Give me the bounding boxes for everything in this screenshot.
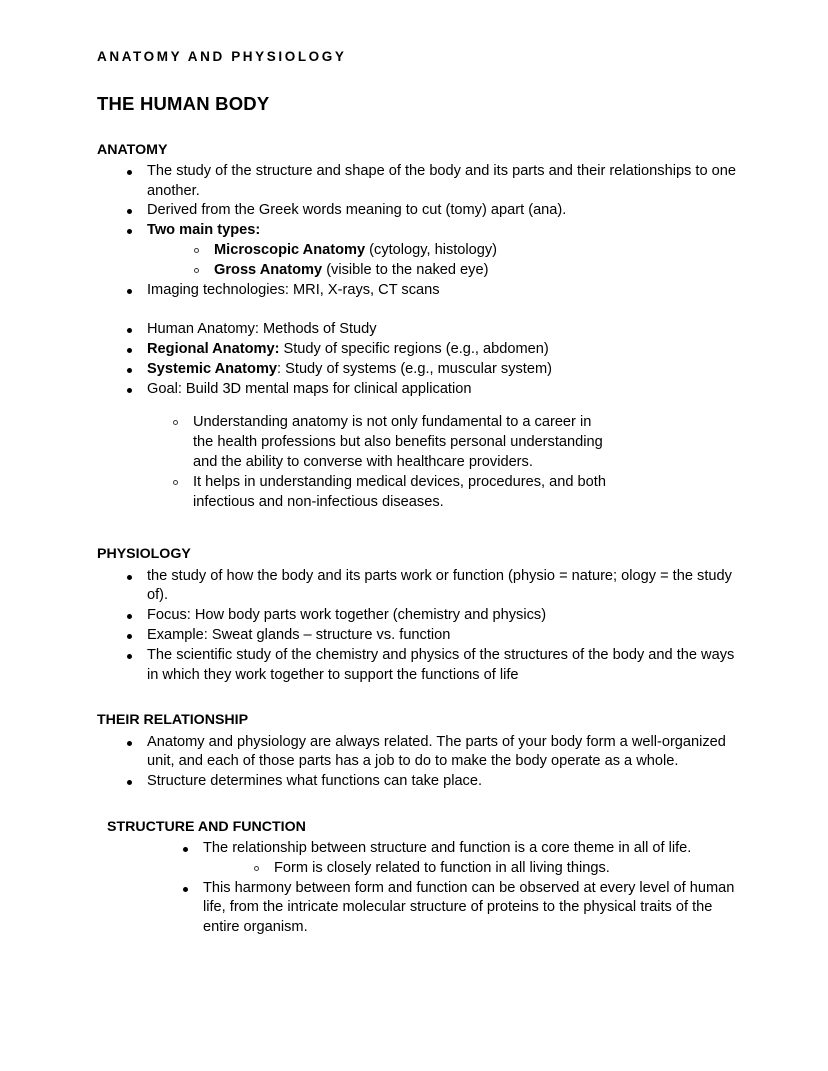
term-detail: Study of specific regions (e.g., abdomen)	[279, 341, 549, 358]
section-heading-physiology: PHYSIOLOGY	[97, 546, 191, 563]
section-heading-structure-and-function: STRUCTURE AND FUNCTION	[107, 818, 306, 835]
list-blank-line	[126, 300, 737, 320]
list-item: Form is closely related to function in all living things.	[253, 859, 743, 879]
spacer	[97, 685, 737, 711]
term-systemic-anatomy: Systemic Anatomy	[147, 360, 278, 377]
list-item: Human Anatomy: Methods of Study	[126, 320, 737, 340]
document-kicker: ANATOMY AND PHYSIOLOGY	[97, 49, 347, 64]
anatomy-types-sublist	[147, 241, 737, 281]
list-item: Example: Sweat glands – structure vs. function	[126, 626, 737, 646]
term-gross-anatomy: Gross Anatomy	[214, 261, 323, 278]
physiology-list	[97, 567, 737, 686]
term-microscopic-anatomy: Microscopic Anatomy	[214, 242, 366, 259]
list-item: Derived from the Greek words meaning to cut (tomy) apart (ana).	[126, 201, 737, 221]
anatomy-notes-sublist	[97, 413, 737, 512]
spacer	[97, 399, 737, 413]
section-heading-anatomy: ANATOMY	[97, 141, 168, 158]
structure-function-sublist	[203, 859, 743, 879]
anatomy-list	[97, 162, 737, 400]
list-item	[182, 839, 743, 879]
spacer	[97, 512, 737, 545]
term-regional-anatomy: Regional Anatomy:	[147, 341, 280, 358]
list-item: This harmony between form and function can be observed at every level of human life, from the intricate molecular structure of proteins to the physical traits of the entire organism.	[182, 879, 743, 938]
list-item: Anatomy and physiology are always related. The parts of your body form a well-organized unit, and each of those parts has a job to do to make the body operate as a whole.	[126, 733, 737, 773]
list-item	[126, 340, 737, 360]
structure-function-block	[107, 818, 737, 938]
list-item: Understanding anatomy is not only fundamental to a career in the health professions but also benefits personal understanding and the ability to converse with healthcare providers.	[172, 413, 608, 472]
list-item: Goal: Build 3D mental maps for clinical application	[126, 380, 737, 400]
list-item: It helps in understanding medical devices, procedures, and both infectious and non-infectious diseases.	[172, 473, 608, 513]
term-detail: (cytology, histology)	[365, 242, 498, 259]
list-item	[193, 261, 737, 281]
structure-function-list	[107, 839, 737, 938]
term-detail: : Study of systems (e.g., muscular system)	[277, 360, 552, 377]
list-item-text: The relationship between structure and function is a core theme in all of life.	[203, 840, 692, 857]
document-content	[97, 48, 737, 938]
list-item: Structure determines what functions can take place.	[126, 772, 737, 792]
list-item: Focus: How body parts work together (chemistry and physics)	[126, 606, 737, 626]
list-item: The scientific study of the chemistry and physics of the structures of the body and the ways in which they work together to support the functions of life	[126, 646, 737, 686]
list-item	[126, 360, 737, 380]
list-item: the study of how the body and its parts work or function (physio = nature; ology = the study of).	[126, 567, 737, 607]
list-item	[126, 221, 737, 280]
list-item: The study of the structure and shape of the body and its parts and their relationships to one another.	[126, 162, 737, 202]
list-item: Imaging technologies: MRI, X-rays, CT scans	[126, 281, 737, 301]
list-item-label: Two main types:	[147, 222, 261, 239]
spacer	[97, 792, 737, 818]
section-heading-their-relationship: THEIR RELATIONSHIP	[97, 712, 249, 729]
list-item	[193, 241, 737, 261]
page-title: THE HUMAN BODY	[97, 92, 270, 114]
relationship-list	[97, 733, 737, 792]
term-detail: (visible to the naked eye)	[322, 261, 489, 278]
